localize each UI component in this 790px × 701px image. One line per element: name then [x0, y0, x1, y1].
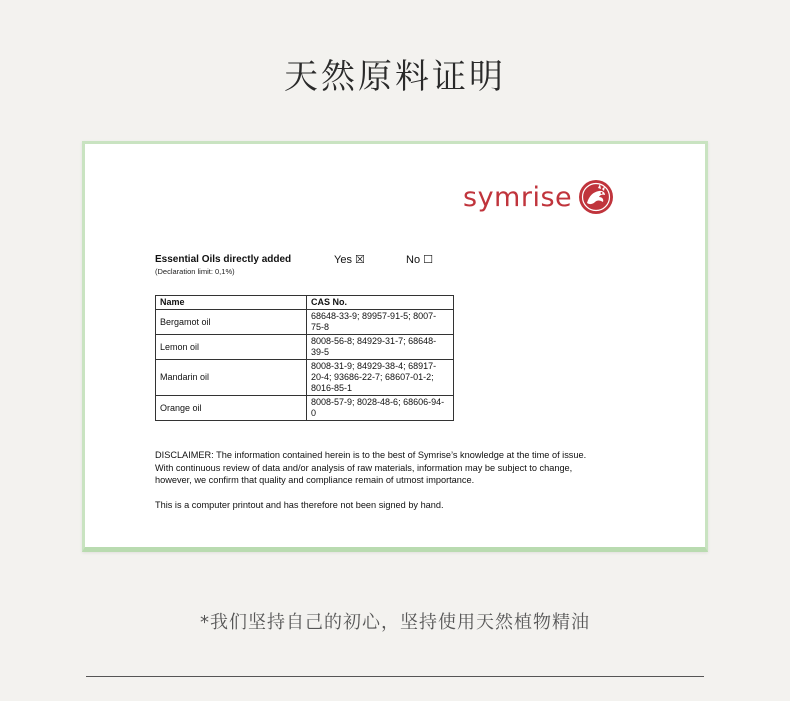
- certificate-document: [82, 141, 708, 552]
- no-option-unchecked: No ☐: [406, 254, 433, 266]
- header-cas: CAS No.: [307, 296, 454, 310]
- cas-numbers: 8008-56-8; 84929-31-7; 68648-39-5: [307, 335, 454, 360]
- yes-option-checked: Yes ☒: [334, 254, 365, 266]
- page-caption: *我们坚持自己的初心，坚持使用天然植物精油: [200, 612, 590, 633]
- bottom-divider: [86, 676, 704, 677]
- essential-oils-label: Essential Oils directly added: [155, 254, 292, 265]
- brand-header: [463, 177, 614, 217]
- table-row: [156, 310, 454, 335]
- table-row: [156, 335, 454, 360]
- cas-table: [155, 295, 454, 421]
- table-row: [156, 360, 454, 396]
- brand-name: symrise: [463, 181, 573, 213]
- header-name: Name: [156, 296, 307, 310]
- table-header-row: [156, 296, 454, 310]
- computer-printout-note: This is a computer printout and has therefore not been signed by hand.: [155, 500, 444, 510]
- cas-numbers: 8008-31-9; 84929-38-4; 68917-20-4; 93686-22-7; 68607-01-2; 8016-85-1: [307, 360, 454, 396]
- oil-name: Bergamot oil: [156, 310, 307, 335]
- cas-numbers: 8008-57-9; 8028-48-6; 68606-94-0: [307, 396, 454, 421]
- declaration-limit: (Declaration limit: 0,1%): [155, 267, 235, 276]
- cas-numbers: 68648-33-9; 89957-91-5; 8007-75-8: [307, 310, 454, 335]
- oil-name: Mandarin oil: [156, 360, 307, 396]
- page-title: 天然原料证明: [284, 57, 506, 97]
- disclaimer-text: DISCLAIMER: The information contained herein is to the best of Symrise’s knowledge at the time of issue. With continuous review of data and/or analysis of raw materials, information may be subject to change, however, we confirm that quality and compliance remain of utmost importance.: [155, 450, 587, 485]
- table-row: [156, 396, 454, 421]
- symrise-dragon-logo-icon: [578, 179, 614, 215]
- oil-name: Orange oil: [156, 396, 307, 421]
- oil-name: Lemon oil: [156, 335, 307, 360]
